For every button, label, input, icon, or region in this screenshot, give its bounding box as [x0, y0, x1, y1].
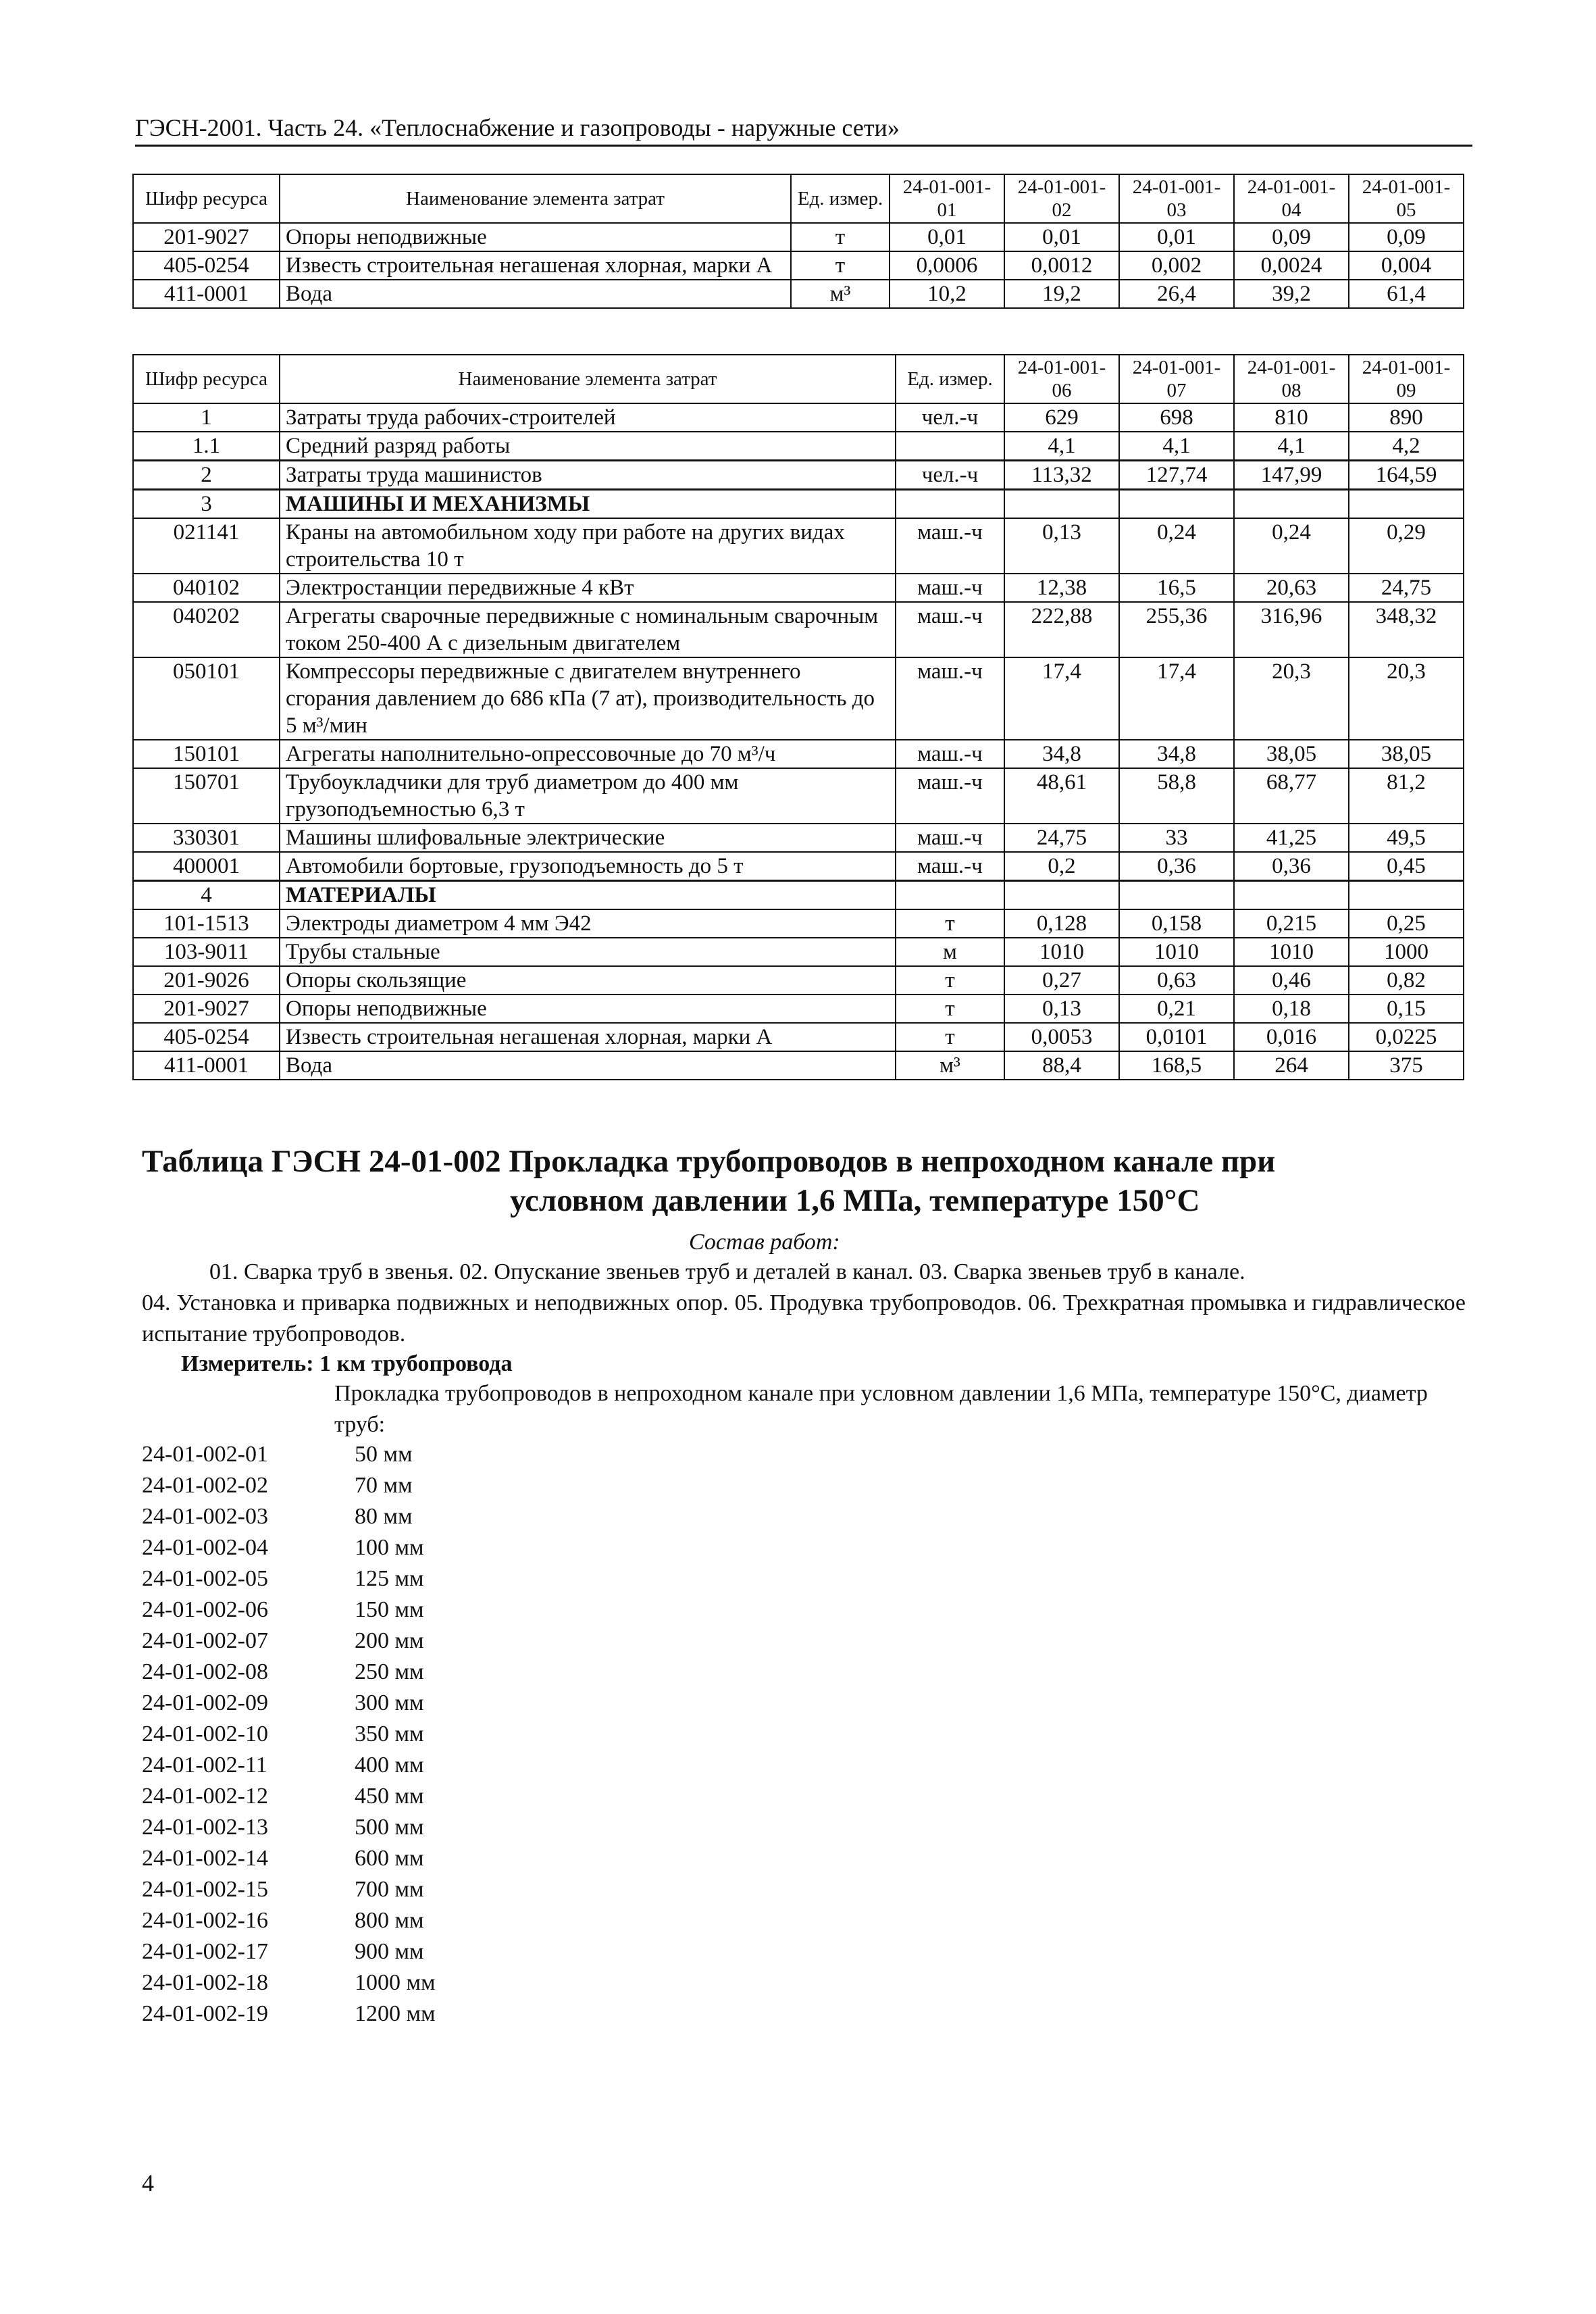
value-cell: 10,2 — [890, 280, 1004, 308]
value-cell: 34,8 — [1004, 740, 1119, 768]
value-cell — [1234, 881, 1349, 910]
value-cell: 168,5 — [1119, 1051, 1234, 1080]
code-list-item — [142, 1874, 436, 1905]
value-cell: 0,0012 — [1004, 251, 1119, 280]
norm-code: 24-01-002-10 — [142, 1721, 268, 1746]
resource-code-cell: 103-9011 — [133, 938, 280, 966]
work-text-line-1: 01. Сварка труб в звенья. 02. Опускание звеньев труб и деталей в канал. 03. Сварка звеньев труб в канале. — [209, 1259, 1245, 1284]
table-row — [133, 403, 1464, 432]
unit-cell: маш.-ч — [896, 740, 1004, 768]
value-cell — [1349, 881, 1464, 910]
value-cell: 16,5 — [1119, 574, 1234, 602]
value-cell: 0,18 — [1234, 995, 1349, 1023]
norm-code: 24-01-002-02 — [142, 1473, 268, 1498]
unit-cell — [896, 881, 1004, 910]
value-cell: 88,4 — [1004, 1051, 1119, 1080]
resource-table-001-01-05 — [132, 174, 1464, 309]
table-row — [133, 1023, 1464, 1051]
cost-element-name-cell: Средний разряд работы — [280, 432, 896, 461]
value-cell: 34,8 — [1119, 740, 1234, 768]
cost-element-name-cell: Известь строительная негашеная хлорная, марки А — [280, 251, 791, 280]
value-cell — [1004, 490, 1119, 519]
value-cell: 0,13 — [1004, 995, 1119, 1023]
unit-cell: маш.-ч — [896, 852, 1004, 881]
table-title-line-1: Таблица ГЭСН 24-01-002 Прокладка трубопроводов в непроходном канале при — [142, 1144, 1276, 1179]
table-row — [133, 966, 1464, 995]
cost-element-name-cell: МАТЕРИАЛЫ — [280, 881, 896, 910]
value-cell: 12,38 — [1004, 574, 1119, 602]
value-cell: 0,25 — [1349, 909, 1464, 938]
value-cell: 19,2 — [1004, 280, 1119, 308]
value-cell: 20,63 — [1234, 574, 1349, 602]
value-cell: 629 — [1004, 403, 1119, 432]
resource-code-cell: 4 — [133, 881, 280, 910]
cost-element-name-cell: Затраты труда машинистов — [280, 461, 896, 490]
value-cell: 1010 — [1004, 938, 1119, 966]
value-cell: 24,75 — [1349, 574, 1464, 602]
value-cell: 255,36 — [1119, 602, 1234, 657]
col-header-001-04: 24-01-001-04 — [1234, 174, 1349, 223]
norm-code: 24-01-002-11 — [142, 1753, 267, 1778]
pipe-diameter: 350 мм — [355, 1721, 424, 1746]
norm-code: 24-01-002-14 — [142, 1846, 268, 1871]
work-composition-text — [142, 1257, 1466, 1350]
code-list-item — [142, 1594, 436, 1626]
resource-code-cell: 101-1513 — [133, 909, 280, 938]
value-cell: 4,1 — [1004, 432, 1119, 461]
col-header-001-07: 24-01-001-07 — [1119, 355, 1234, 403]
pipe-diameter: 50 мм — [355, 1442, 413, 1467]
value-cell: 0,128 — [1004, 909, 1119, 938]
unit-cell: маш.-ч — [896, 518, 1004, 574]
table-row — [133, 881, 1464, 910]
resource-code-cell: 1.1 — [133, 432, 280, 461]
norm-code: 24-01-002-19 — [142, 2001, 268, 2026]
norm-code: 24-01-002-17 — [142, 1939, 268, 1964]
pipe-diameter: 1000 мм — [355, 1970, 436, 1995]
cost-element-name-cell: Машины шлифовальные электрические — [280, 824, 896, 852]
code-list-item — [142, 1688, 436, 1719]
unit-cell — [896, 490, 1004, 519]
norm-code: 24-01-002-15 — [142, 1877, 268, 1902]
table-row — [133, 461, 1464, 490]
value-cell: 1000 — [1349, 938, 1464, 966]
col-header-code: Шифр ресурса — [133, 174, 280, 223]
intro-text: Прокладка трубопроводов в непроходном канале при условном давлении 1,6 МПа, температуре 150°С, диаметр труб: — [334, 1381, 1428, 1437]
value-cell: 0,0024 — [1234, 251, 1349, 280]
norm-code: 24-01-002-12 — [142, 1784, 268, 1809]
value-cell: 810 — [1234, 403, 1349, 432]
value-cell — [1349, 490, 1464, 519]
table-row — [133, 574, 1464, 602]
unit-cell — [896, 432, 1004, 461]
table-body — [133, 223, 1464, 308]
value-cell: 0,46 — [1234, 966, 1349, 995]
pipe-diameter: 1200 мм — [355, 2001, 436, 2026]
table-row — [133, 251, 1464, 280]
code-list-item — [142, 1812, 436, 1843]
col-header-001-05: 24-01-001-05 — [1349, 174, 1464, 223]
cost-element-name-cell: Агрегаты сварочные передвижные с номинальным сварочным током 250-400 А с дизельным двигателем — [280, 602, 896, 657]
pipe-diameter: 80 мм — [355, 1504, 413, 1529]
col-header-001-09: 24-01-001-09 — [1349, 355, 1464, 403]
table-row — [133, 768, 1464, 824]
value-cell — [1119, 881, 1234, 910]
resource-code-cell: 405-0254 — [133, 251, 280, 280]
pipe-diameter: 400 мм — [355, 1753, 424, 1778]
cost-element-name-cell: Известь строительная негашеная хлорная, марки А — [280, 1023, 896, 1051]
value-cell: 81,2 — [1349, 768, 1464, 824]
table-row — [133, 518, 1464, 574]
value-cell: 33 — [1119, 824, 1234, 852]
resource-code-cell: 201-9027 — [133, 223, 280, 251]
resource-code-cell: 040202 — [133, 602, 280, 657]
norm-code: 24-01-002-05 — [142, 1566, 268, 1591]
cost-element-name-cell: МАШИНЫ И МЕХАНИЗМЫ — [280, 490, 896, 519]
resource-code-cell: 411-0001 — [133, 280, 280, 308]
value-cell: 0,0006 — [890, 251, 1004, 280]
cost-element-name-cell: Электростанции передвижные 4 кВт — [280, 574, 896, 602]
value-cell: 127,74 — [1119, 461, 1234, 490]
value-cell: 0,09 — [1349, 223, 1464, 251]
value-cell: 17,4 — [1004, 657, 1119, 740]
value-cell: 0,0101 — [1119, 1023, 1234, 1051]
pipe-diameter: 125 мм — [355, 1566, 424, 1591]
cost-element-name-cell: Электроды диаметром 4 мм Э42 — [280, 909, 896, 938]
value-cell: 0,45 — [1349, 852, 1464, 881]
value-cell: 698 — [1119, 403, 1234, 432]
resource-code-cell: 021141 — [133, 518, 280, 574]
col-header-001-03: 24-01-001-03 — [1119, 174, 1234, 223]
norm-code: 24-01-002-08 — [142, 1659, 268, 1684]
value-cell: 0,215 — [1234, 909, 1349, 938]
value-cell: 0,36 — [1234, 852, 1349, 881]
pipe-diameter: 150 мм — [355, 1597, 424, 1622]
col-header-001-08: 24-01-001-08 — [1234, 355, 1349, 403]
table-row — [133, 657, 1464, 740]
col-header-unit: Ед. измер. — [791, 174, 890, 223]
pipe-diameter: 250 мм — [355, 1659, 424, 1684]
pipe-diameter: 800 мм — [355, 1908, 424, 1933]
value-cell: 0,01 — [890, 223, 1004, 251]
resource-code-cell: 400001 — [133, 852, 280, 881]
norm-code: 24-01-002-04 — [142, 1535, 268, 1560]
resource-code-cell: 411-0001 — [133, 1051, 280, 1080]
table-row — [133, 740, 1464, 768]
unit-cell: маш.-ч — [896, 824, 1004, 852]
pipe-diameter: 900 мм — [355, 1939, 424, 1964]
norm-code: 24-01-002-16 — [142, 1908, 268, 1933]
value-cell: 147,99 — [1234, 461, 1349, 490]
value-cell: 41,25 — [1234, 824, 1349, 852]
resource-code-cell: 040102 — [133, 574, 280, 602]
value-cell: 39,2 — [1234, 280, 1349, 308]
table-row — [133, 909, 1464, 938]
resource-code-cell: 201-9027 — [133, 995, 280, 1023]
unit-cell: т — [896, 995, 1004, 1023]
code-list-item — [142, 1657, 436, 1688]
unit-cell: маш.-ч — [896, 602, 1004, 657]
value-cell: 38,05 — [1234, 740, 1349, 768]
value-cell: 164,59 — [1349, 461, 1464, 490]
value-cell: 1010 — [1119, 938, 1234, 966]
pipe-diameter: 200 мм — [355, 1628, 424, 1653]
value-cell — [1234, 490, 1349, 519]
cost-element-name-cell: Вода — [280, 1051, 896, 1080]
pipe-diameter: 100 мм — [355, 1535, 424, 1560]
resource-code-cell: 330301 — [133, 824, 280, 852]
norm-code: 24-01-002-03 — [142, 1504, 268, 1529]
unit-cell: т — [791, 251, 890, 280]
cost-element-name-cell: Затраты труда рабочих-строителей — [280, 403, 896, 432]
work-text-line-2: 04. Установка и приварка подвижных и неподвижных опор. 05. Продувка трубопроводов. 06. Трехкратная промывка и гидравлическое испытание трубопроводов. — [142, 1290, 1466, 1347]
norm-code: 24-01-002-06 — [142, 1597, 268, 1622]
value-cell: 0,29 — [1349, 518, 1464, 574]
table-title-line-2: условном давлении 1,6 МПа, температуре 150°С — [510, 1183, 1200, 1218]
value-cell: 61,4 — [1349, 280, 1464, 308]
code-list-item — [142, 1998, 436, 2030]
work-composition-heading: Состав работ: — [689, 1230, 840, 1255]
value-cell: 24,75 — [1004, 824, 1119, 852]
unit-cell: маш.-ч — [896, 768, 1004, 824]
code-list-item — [142, 1843, 436, 1874]
value-cell: 0,15 — [1349, 995, 1464, 1023]
code-list-item — [142, 1532, 436, 1563]
value-cell: 0,09 — [1234, 223, 1349, 251]
table-row — [133, 432, 1464, 461]
code-list-item — [142, 1750, 436, 1781]
value-cell: 0,13 — [1004, 518, 1119, 574]
value-cell: 0,01 — [1004, 223, 1119, 251]
unit-cell: маш.-ч — [896, 574, 1004, 602]
value-cell: 0,0225 — [1349, 1023, 1464, 1051]
col-header-unit: Ед. измер. — [896, 355, 1004, 403]
cost-element-name-cell: Агрегаты наполнительно-опрессовочные до 70 м³/ч — [280, 740, 896, 768]
resource-table-001-06-09 — [132, 354, 1464, 1080]
code-list-item — [142, 1719, 436, 1750]
value-cell: 375 — [1349, 1051, 1464, 1080]
value-cell: 0,01 — [1119, 223, 1234, 251]
unit-cell: т — [896, 966, 1004, 995]
code-list-item — [142, 1439, 436, 1470]
resource-code-cell: 3 — [133, 490, 280, 519]
code-list-item — [142, 1470, 436, 1501]
value-cell: 0,36 — [1119, 852, 1234, 881]
pipe-diameter: 70 мм — [355, 1473, 413, 1498]
code-list-item — [142, 1905, 436, 1936]
running-header: ГЭСН-2001. Часть 24. «Теплоснабжение и газопроводы - наружные сети» — [135, 114, 900, 141]
col-header-001-06: 24-01-001-06 — [1004, 355, 1119, 403]
resource-code-cell: 150101 — [133, 740, 280, 768]
unit-cell: м — [896, 938, 1004, 966]
resource-code-cell: 2 — [133, 461, 280, 490]
pipe-diameter: 450 мм — [355, 1784, 424, 1809]
value-cell: 20,3 — [1349, 657, 1464, 740]
table-body — [133, 403, 1464, 1080]
value-cell: 113,32 — [1004, 461, 1119, 490]
pipe-diameter: 300 мм — [355, 1690, 424, 1715]
pipe-diameter: 500 мм — [355, 1815, 424, 1840]
col-header-name: Наименование элемента затрат — [280, 355, 896, 403]
code-list-item — [142, 1967, 436, 1998]
table-row — [133, 995, 1464, 1023]
table-row — [133, 602, 1464, 657]
table-row — [133, 824, 1464, 852]
cost-element-name-cell: Опоры скользящие — [280, 966, 896, 995]
col-header-001-02: 24-01-001-02 — [1004, 174, 1119, 223]
value-cell: 26,4 — [1119, 280, 1234, 308]
code-list-item — [142, 1501, 436, 1532]
cost-element-name-cell: Автомобили бортовые, грузоподъемность до 5 т — [280, 852, 896, 881]
col-header-name: Наименование элемента затрат — [280, 174, 791, 223]
resource-code-cell: 050101 — [133, 657, 280, 740]
value-cell: 48,61 — [1004, 768, 1119, 824]
pipe-diameter: 700 мм — [355, 1877, 424, 1902]
value-cell: 68,77 — [1234, 768, 1349, 824]
table-row — [133, 1051, 1464, 1080]
value-cell — [1119, 490, 1234, 519]
cost-element-name-cell: Опоры неподвижные — [280, 223, 791, 251]
value-cell: 222,88 — [1004, 602, 1119, 657]
pipe-diameter: 600 мм — [355, 1846, 424, 1871]
unit-cell: маш.-ч — [896, 657, 1004, 740]
value-cell — [1004, 881, 1119, 910]
norm-code: 24-01-002-09 — [142, 1690, 268, 1715]
cost-element-name-cell: Вода — [280, 280, 791, 308]
value-cell: 1010 — [1234, 938, 1349, 966]
code-list-item — [142, 1936, 436, 1967]
value-cell: 0,004 — [1349, 251, 1464, 280]
table-row — [133, 490, 1464, 519]
value-cell: 58,8 — [1119, 768, 1234, 824]
unit-cell: т — [896, 909, 1004, 938]
norm-code: 24-01-002-18 — [142, 1970, 268, 1995]
value-cell: 0,0053 — [1004, 1023, 1119, 1051]
col-header-code: Шифр ресурса — [133, 355, 280, 403]
cost-element-name-cell: Компрессоры передвижные с двигателем внутреннего сгорания давлением до 686 кПа (7 ат), производительность до 5 м³/мин — [280, 657, 896, 740]
value-cell: 264 — [1234, 1051, 1349, 1080]
code-list — [142, 1439, 436, 2030]
unit-cell: чел.-ч — [896, 403, 1004, 432]
cost-element-name-cell: Краны на автомобильном ходу при работе на других видах строительства 10 т — [280, 518, 896, 574]
code-list-item — [142, 1626, 436, 1657]
unit-cell: м³ — [896, 1051, 1004, 1080]
value-cell: 4,1 — [1119, 432, 1234, 461]
page-number: 4 — [142, 2169, 154, 2196]
value-cell: 0,27 — [1004, 966, 1119, 995]
value-cell: 0,21 — [1119, 995, 1234, 1023]
resource-code-cell: 150701 — [133, 768, 280, 824]
value-cell: 0,016 — [1234, 1023, 1349, 1051]
value-cell: 20,3 — [1234, 657, 1349, 740]
header-rule — [135, 145, 1472, 147]
resource-code-cell: 201-9026 — [133, 966, 280, 995]
resource-code-cell: 1 — [133, 403, 280, 432]
table-row — [133, 938, 1464, 966]
table-row — [133, 280, 1464, 308]
cost-element-name-cell: Трубоукладчики для труб диаметром до 400 мм грузоподъемностью 6,3 т — [280, 768, 896, 824]
code-list-item — [142, 1563, 436, 1594]
cost-element-name-cell: Опоры неподвижные — [280, 995, 896, 1023]
norm-code: 24-01-002-07 — [142, 1628, 268, 1653]
norm-code: 24-01-002-13 — [142, 1815, 268, 1840]
unit-cell: чел.-ч — [896, 461, 1004, 490]
measurer: Измеритель: 1 км трубопровода — [181, 1351, 513, 1376]
col-header-001-01: 24-01-001-01 — [890, 174, 1004, 223]
value-cell: 0,63 — [1119, 966, 1234, 995]
value-cell: 0,002 — [1119, 251, 1234, 280]
value-cell: 0,82 — [1349, 966, 1464, 995]
value-cell: 348,32 — [1349, 602, 1464, 657]
unit-cell: т — [791, 223, 890, 251]
value-cell: 17,4 — [1119, 657, 1234, 740]
code-list-item — [142, 1781, 436, 1812]
unit-cell: т — [896, 1023, 1004, 1051]
table-row — [133, 223, 1464, 251]
value-cell: 4,2 — [1349, 432, 1464, 461]
value-cell: 0,158 — [1119, 909, 1234, 938]
value-cell: 0,24 — [1234, 518, 1349, 574]
unit-cell: м³ — [791, 280, 890, 308]
resource-code-cell: 405-0254 — [133, 1023, 280, 1051]
value-cell: 4,1 — [1234, 432, 1349, 461]
cost-element-name-cell: Трубы стальные — [280, 938, 896, 966]
value-cell: 0,2 — [1004, 852, 1119, 881]
value-cell: 49,5 — [1349, 824, 1464, 852]
value-cell: 890 — [1349, 403, 1464, 432]
value-cell: 0,24 — [1119, 518, 1234, 574]
table-row — [133, 852, 1464, 881]
value-cell: 316,96 — [1234, 602, 1349, 657]
norm-code: 24-01-002-01 — [142, 1442, 268, 1467]
value-cell: 38,05 — [1349, 740, 1464, 768]
